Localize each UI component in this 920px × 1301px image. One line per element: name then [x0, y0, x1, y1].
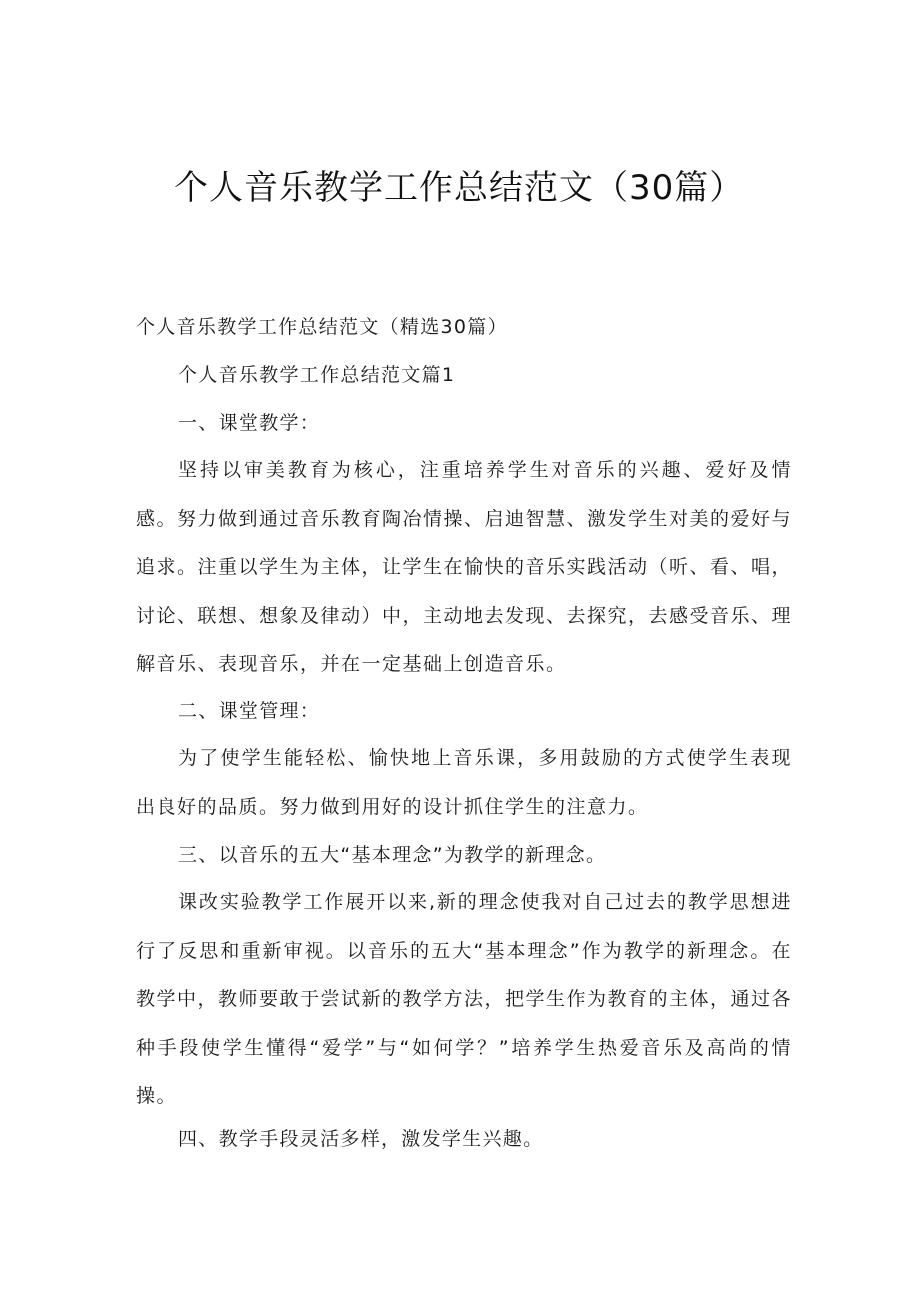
- document-title: 个人音乐教学工作总结范文（30篇）: [174, 168, 745, 208]
- section-title: 个人音乐教学工作总结范文篇1: [178, 364, 456, 386]
- heading-teaching-methods: 四、教学手段灵活多样，激发学生兴趣。: [178, 1128, 544, 1150]
- paragraph-basic-concepts: 课改实验教学工作展开以来,新的理念使我对自己过去的教学思想进行了反思和重新审视。以音乐的五大“基本理念”作为教学的新理念。在教学中，教师要敢于尝试新的教学方法，把学生作为教育的主体，通过各种手段使学生懂得“爱学”与“如何学？”培养学生热爱音乐及高尚的情操。: [136, 891, 793, 1107]
- paragraph-classroom-teaching: 坚持以审美教育为核心，注重培养学生对音乐的兴趣、爱好及情感。努力做到通过音乐教育陶冶情操、启迪智慧、激发学生对美的爱好与追求。注重以学生为主体，让学生在愉快的音乐实践活动（听、看、唱，讨论、联想、想象及律动）中，主动地去发现、去探究，去感受音乐、理解音乐、表现音乐，并在一定基础上创造音乐。: [136, 459, 793, 675]
- document-subtitle: 个人音乐教学工作总结范文（精选30篇）: [136, 316, 508, 338]
- heading-classroom-teaching: 一、课堂教学：: [178, 412, 321, 434]
- heading-classroom-management: 二、课堂管理：: [178, 700, 321, 722]
- heading-basic-concepts: 三、以音乐的五大“基本理念”为教学的新理念。: [178, 844, 607, 866]
- paragraph-classroom-management: 为了使学生能轻松、愉快地上音乐课，多用鼓励的方式使学生表现出良好的品质。努力做到用好的设计抓住学生的注意力。: [136, 747, 792, 818]
